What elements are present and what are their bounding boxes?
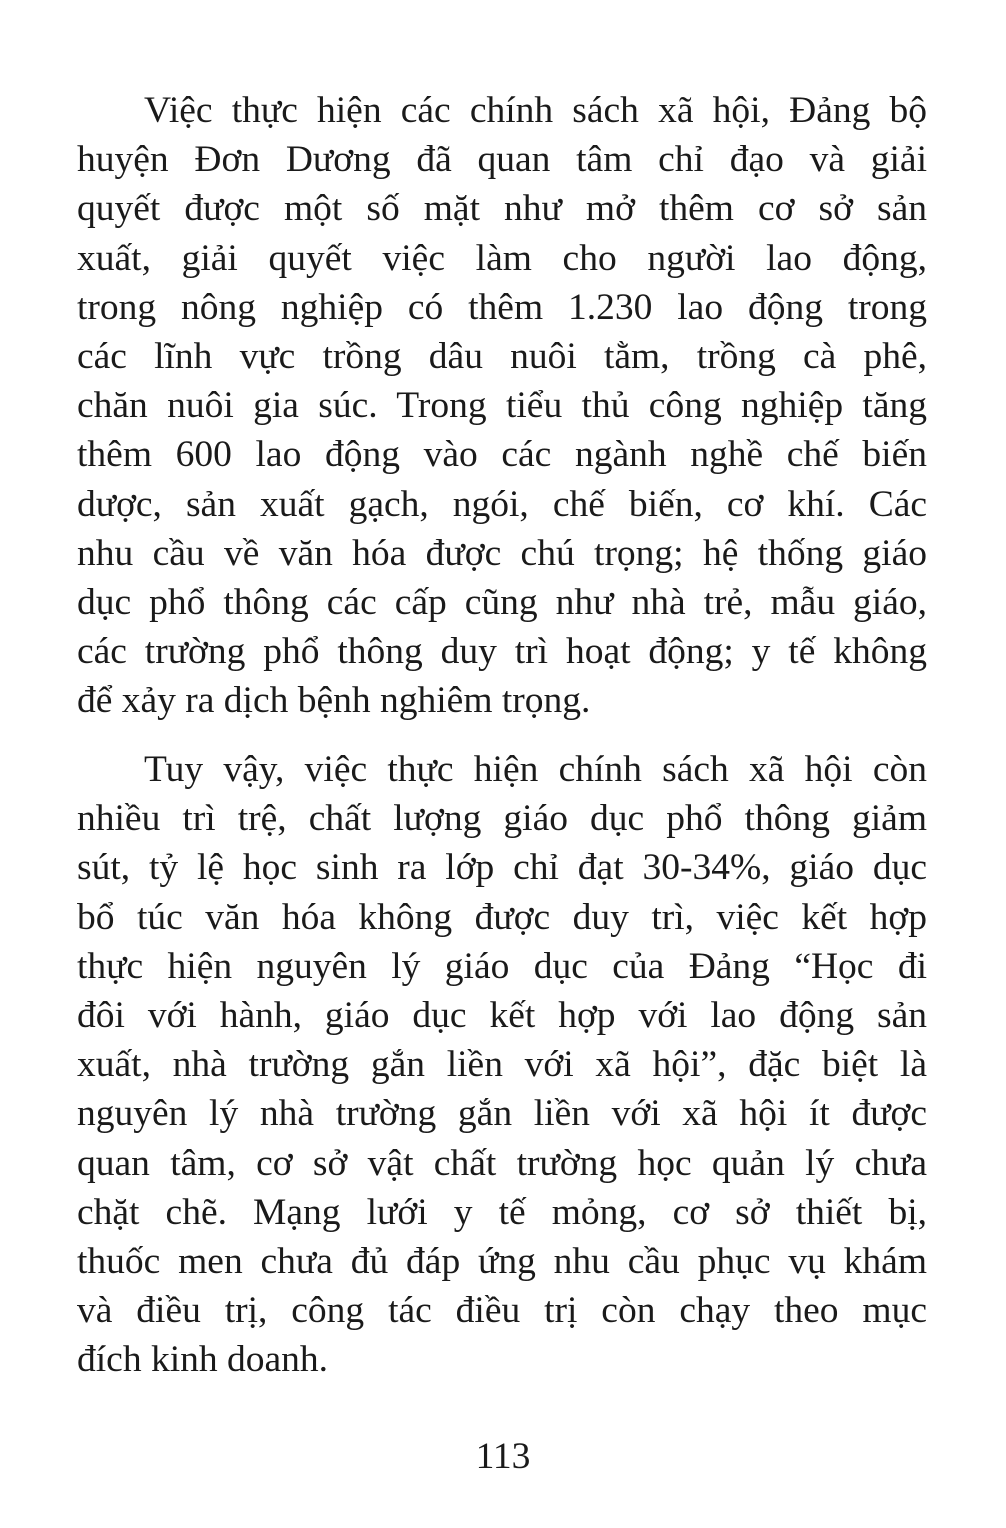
text-line: các lĩnh vực trồng dâu nuôi tằm, trồng cà phê, [77,335,927,377]
text-line: thêm 600 lao động vào các ngành nghề chế biến [77,434,927,476]
text-line: thuốc men chưa đủ đáp ứng nhu cầu phục vụ khám [77,1240,927,1282]
text-line: thực hiện nguyên lý giáo dục của Đảng “Học đi [77,945,927,987]
text-line: trong nông nghiệp có thêm 1.230 lao động trong [77,286,927,328]
text-line: nhu cầu về văn hóa được chú trọng; hệ thống giáo [77,532,927,574]
text-line: quyết được một số mặt như mở thêm cơ sở sản [77,188,927,230]
paragraph-social-policy [77,86,927,725]
text-line: nhiều trì trệ, chất lượng giáo dục phổ thông giảm [77,798,927,840]
text-line: đôi với hành, giáo dục kết hợp với lao động sản [77,994,927,1036]
text-line: dục phổ thông các cấp cũng như nhà trẻ, mẫu giáo, [77,581,927,623]
text-line: để xảy ra dịch bệnh nghiêm trọng. [77,680,591,722]
text-line: chặt chẽ. Mạng lưới y tế mỏng, cơ sở thiết bị, [77,1191,927,1233]
text-line: quan tâm, cơ sở vật chất trường học quản lý chưa [77,1142,927,1184]
text-line: nguyên lý nhà trường gắn liền với xã hội ít được [77,1093,927,1135]
paragraph-shortcomings [77,745,927,1384]
text-line: và điều trị, công tác điều trị còn chạy theo mục [77,1290,927,1332]
text-line: đích kinh doanh. [77,1339,329,1381]
text-line: chăn nuôi gia súc. Trong tiểu thủ công nghiệp tăng [77,385,927,427]
page-number: 113 [475,1436,531,1477]
text-line: các trường phổ thông duy trì hoạt động; y tế không [77,631,927,673]
text-line: xuất, giải quyết việc làm cho người lao động, [77,237,927,279]
text-line: xuất, nhà trường gắn liền với xã hội”, đặc biệt là [77,1044,927,1086]
text-line: sút, tỷ lệ học sinh ra lớp chỉ đạt 30-34%, giáo dục [77,847,927,889]
text-line: dược, sản xuất gạch, ngói, chế biến, cơ khí. Các [77,483,927,525]
text-line: bổ túc văn hóa không được duy trì, việc kết hợp [77,896,927,938]
text-line: huyện Đơn Dương đã quan tâm chỉ đạo và giải [77,139,927,181]
text-line: Tuy vậy, việc thực hiện chính sách xã hội còn [144,749,927,790]
text-line: Việc thực hiện các chính sách xã hội, Đảng bộ [144,90,927,131]
